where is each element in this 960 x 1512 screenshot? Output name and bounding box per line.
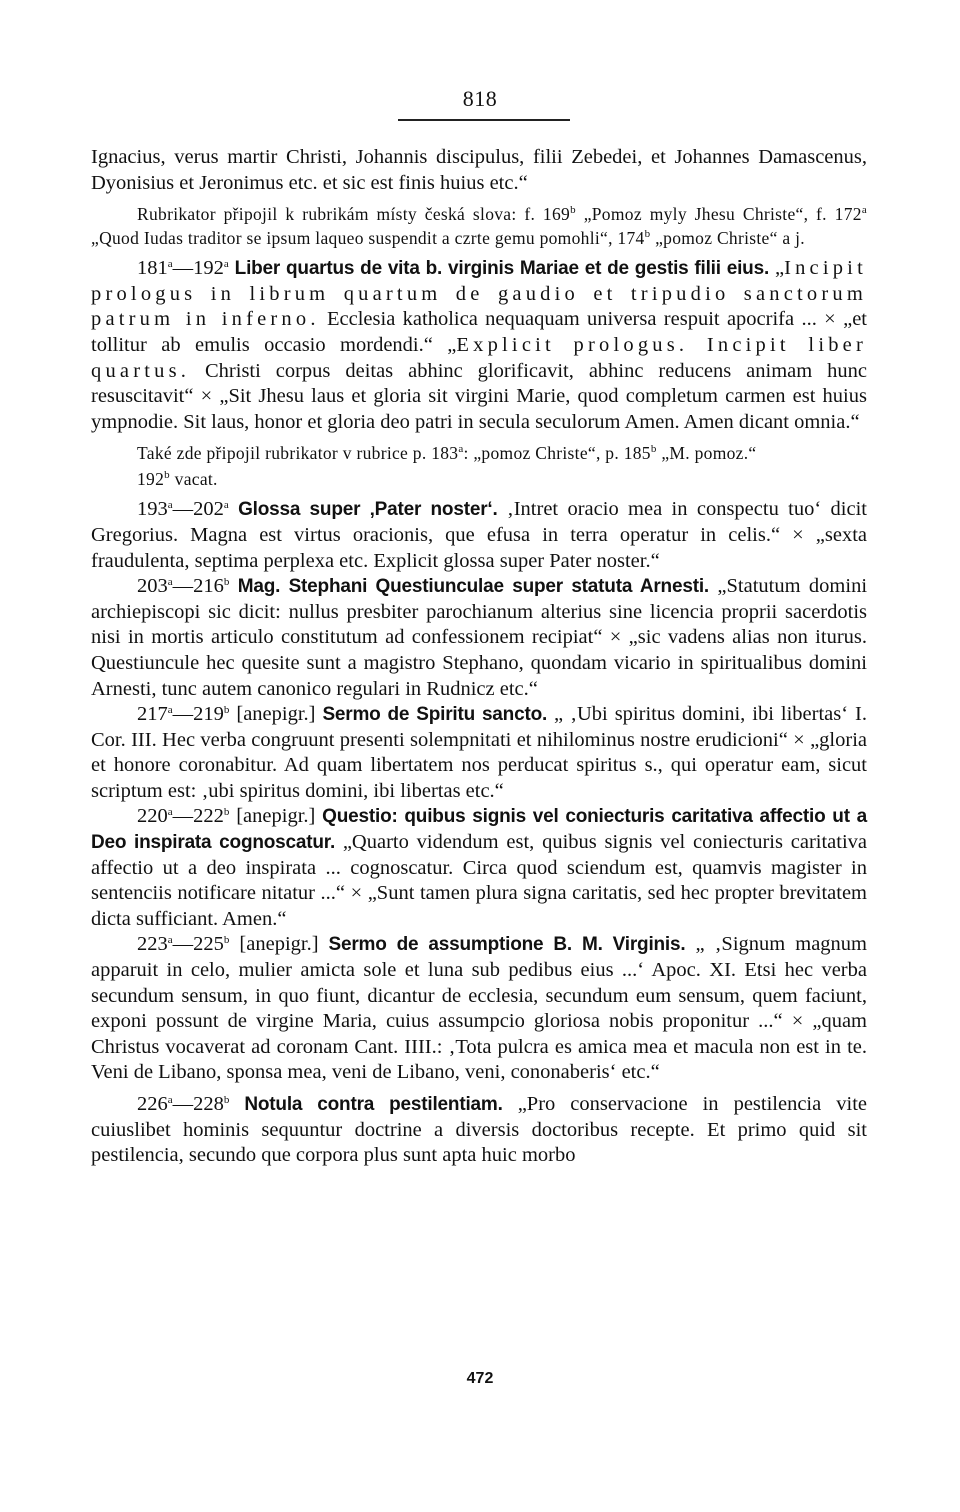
entry-heading: Liber quartus de vita b. virginis Mariae et de gestis filii eius. [228,258,770,280]
entry-heading: Questio: quibus signis vel coniecturis caritativa affectio ut a Deo inspirata cognoscatur. [91,806,867,854]
spaced-incipit: Incipit prologus in librum quartum de gaudio et tripudio sanctorum patrum in inferno. [91,257,867,331]
note-rubrikator-2: Také zde připojil rubrikator v rubrice p. 183$^a$: „pomoz Christe“, p. 185$^b$ „M. pomoz.“ [137,443,757,464]
entry-heading: Sermo de assumptione B. M. Virginis. [318,934,686,956]
paragraph-ignacius: Ignacius, verus martir Christi, Johannis discipulus, filii Zebedei, et Johannes Damascenus, Dyonisius et Jeronimus etc. et sic est finis huius etc.“ [91,146,867,194]
header-rule [398,119,570,121]
entry-heading: Glossa super ‚Pater noster‘. [228,499,498,521]
entry-heading: Mag. Stephani Questiunculae super statuta Arnesti. [229,576,709,598]
entry-217a: 217$^a$—219$^b$ [anepigr.] Sermo de Spiritu sancto. „ ‚Ubi spiritus domini, ibi libertas‘ I. Cor. III. Hec verba congruunt presenti solempnitati et nihilominus nostre erudicioni“ × „gloria et honore coronabitur. Ad quam libertatem nos perducat spiritus s., qui operatur eam, sicut scriptum est: ‚ubi spiritus domini, ibi libertas etc.“ [91,703,867,802]
page-number: 818 [462,86,498,111]
entry-heading: Notula contra pestilentiam. [229,1094,503,1115]
entry-223a: 223$^a$—225$^b$ [anepigr.] Sermo de assumptione B. M. Virginis. „ ‚Signum magnum apparuit in celo, mulier amicta sole et luna sub pedibus eius ...‘ Apoc. XI. Etsi hec verba secundum sensum, in quo fiunt, dicantur de ecclesia, secundum eum sensum, quem faciunt, exponi possunt de virgine Maria, cuius assumpcio gloriosa nobis proponitur ...“ × „quam Christus vocaverat ad coronam Cant. IIII.: ‚Tota pulcra es amica mea et macula non est in te. Veni de Libano, sponsa mea, veni de Libano, veni, cononaberis‘ etc.“ [91,933,867,1084]
note-rubrikator: Rubrikator připojil k rubrikám místy česká slova: f. 169$^b$ „Pomoz myly Jhesu Christe“, f. 172$^a$ „Quod Iudas traditor se ipsum laqueo suspendit a czrte gemu pomohli“, 174$^b$ „pomoz Christe“ a j. [91,204,868,249]
spaced-explicit: Explicit prologus. Incipit liber quartus. [91,333,867,382]
page-body [91,145,867,1169]
entry-203a: 203$^a$—216$^b$ Mag. Stephani Questiunculae super statuta Arnesti. „Statutum domini archiepiscopi sic dicit: nullus presbiter parochianum alterius sine licencia proprii sacerdotis nisi in mortis articulo constitutum ad confessionem recipiat“ × „sic vadens alias non iturus. Questiuncule hec quesite sunt a magistro Stephano, quondam vicario in spiritualibus domini Arnesti, tunc autem canonico regulari in Rudnicz etc.“ [91,575,868,700]
entry-220a: 220$^a$—222$^b$ [anepigr.] Questio: quibus signis vel coniecturis caritativa affectio ut a Deo inspirata cognoscatur. „Quarto videndum est, quibus signis vel coniecturis caritativa affectio ut a deo inspirata ... cognoscatur. Circa quod sciendum est, quamvis magister in sentenciis notificare nitatur ...“ × „Sunt tamen plura signa caritatis, sed hec propter brevitatem dicta sufficiant. Amen.“ [91,805,867,930]
entry-heading: Sermo de Spiritu sancto. [315,704,548,726]
footer-page-number: 472 [466,1370,494,1387]
entry-226a: 226$^a$—228$^b$ Notula contra pestilentiam. „Pro conservacione in pestilencia vite cuiuslibet hominis sequuntur doctrine a diversis doctoribus recepte. Et primo quid sit pestilencia, secundo que corpora plus sunt apta huic morbo [91,1093,867,1167]
entry-181a: 181$^a$—192$^a$ Liber quartus de vita b. virginis Mariae et de gestis filii eius. „Incipit prologus in librum quartum de gaudio et tripudio sanctorum patrum in inferno. Ecclesia katholica nequaquam universa respuit apocrifa ... × „et tollitur ab emulis occasio mordendi.“ „Explicit prologus. Incipit liber quartus. Christi corpus deitas abhinc glorificavit, abhinc reducens animam hunc resuscitavit“ × „Sit Jhesu laus et gloria sit virgini Marie, quod completum carmen est huius ympnodie. Sit laus, honor et gloria deo patri in secula seculorum Amen. Amen dicant omnia.“ [91,257,867,433]
note-vacat: 192$^b$ vacat. [137,469,218,490]
entry-193a: 193$^a$—202$^a$ Glossa super ‚Pater noster‘. ‚Intret oracio mea in conspectu tuo‘ dicit Gregorius. Magna est virtus oracionis, que efusa in terra operatur in celis.“ × „sexta fraudulenta, septima perplexa etc. Explicit glossa super Pater noster.“ [91,498,867,572]
